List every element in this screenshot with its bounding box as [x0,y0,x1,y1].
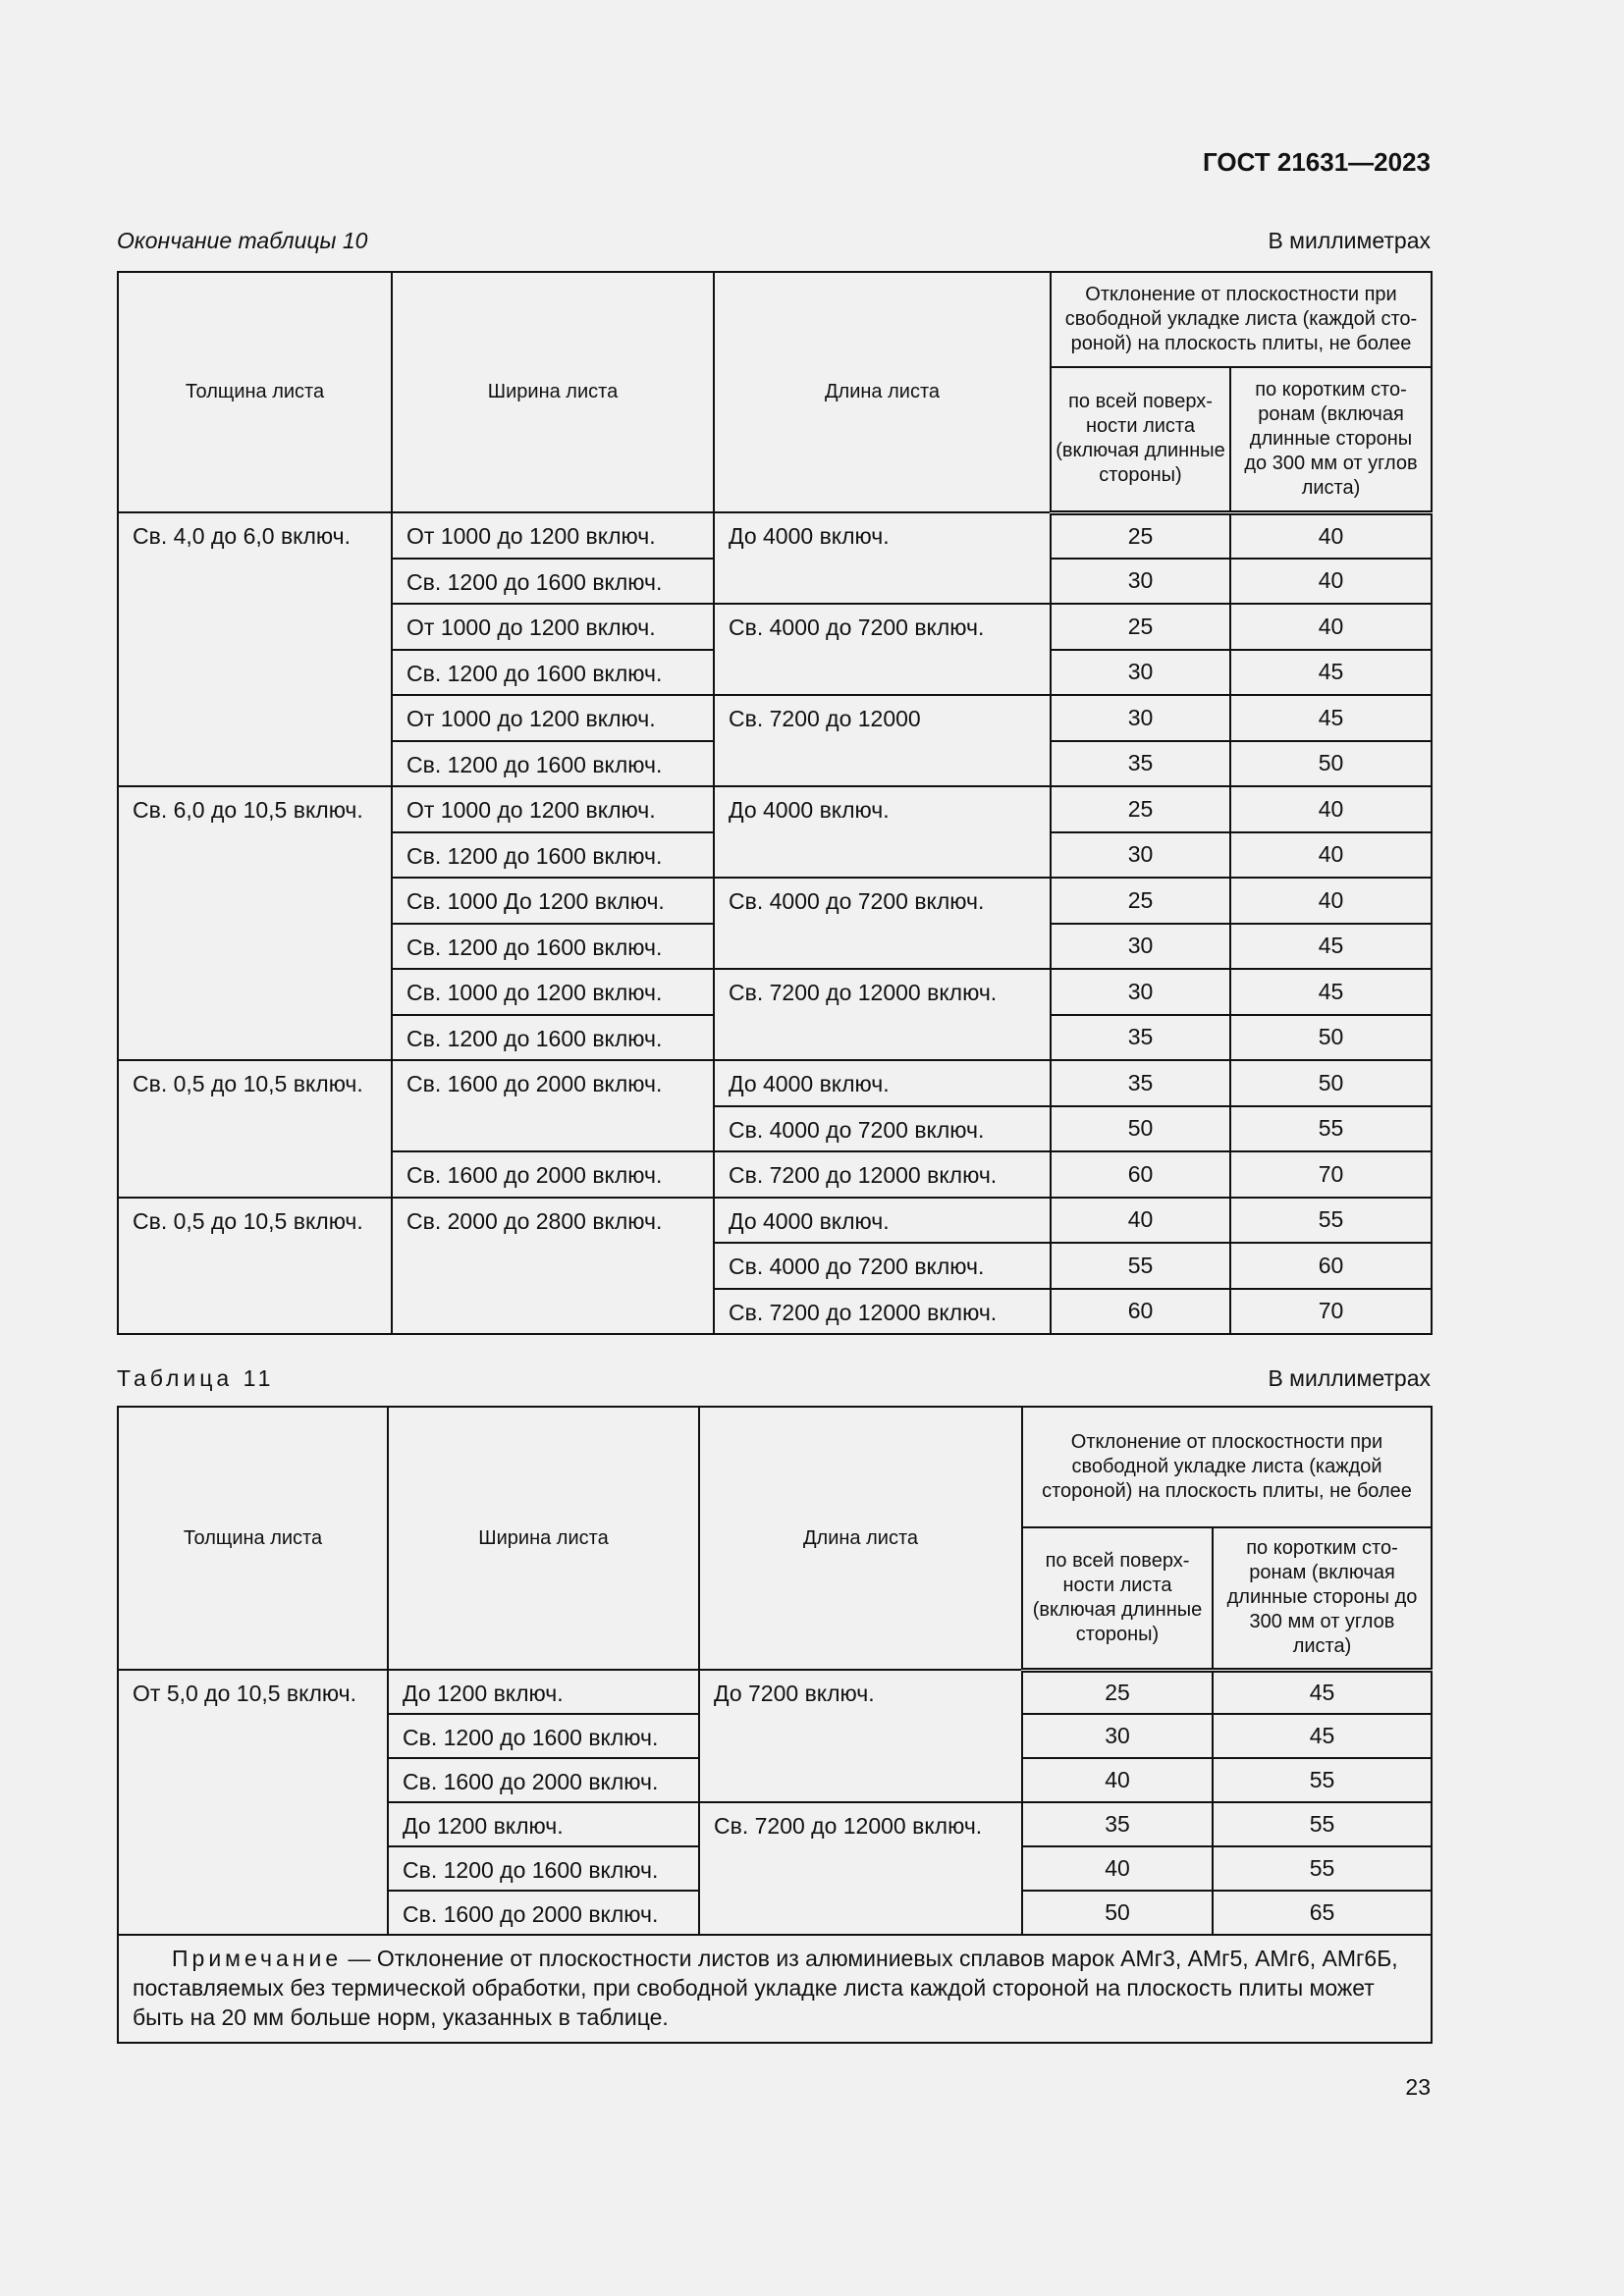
length-cell: Св. 7200 до 12000 включ. [714,969,1051,1060]
short-sides-value: 45 [1213,1670,1432,1714]
short-sides-value: 45 [1230,650,1432,696]
short-sides-value: 40 [1230,878,1432,924]
col-header-short-sides: по коротким сторонам (включая длинные стороны до 300 мм от углов листа) [1213,1527,1432,1670]
whole-surface-value: 60 [1051,1151,1230,1198]
whole-surface-value: 40 [1022,1758,1213,1802]
width-cell: Св. 1200 до 1600 включ. [392,559,714,605]
col-header-length: Длина листа [699,1407,1022,1670]
short-sides-value: 50 [1230,1060,1432,1106]
short-sides-value: 55 [1230,1198,1432,1244]
short-sides-value: 40 [1230,832,1432,879]
short-sides-value: 65 [1213,1891,1432,1935]
whole-surface-value: 35 [1051,1015,1230,1061]
short-sides-value: 45 [1230,924,1432,970]
width-cell: Св. 1600 до 2000 включ. [392,1151,714,1198]
col-header-short-sides: по коротким сторонам (включая длинные стороны до 300 мм от углов листа) [1230,367,1432,512]
short-sides-value: 55 [1213,1758,1432,1802]
short-sides-value: 40 [1230,786,1432,832]
col-header-whole-surface: по всей поверхности листа (включая длинные стороны) [1022,1527,1213,1670]
short-sides-value: 55 [1213,1802,1432,1846]
note-text: — Отклонение от плоскостности листов из алюминиевых сплавов марок АМг3, АМг5, АМг6, АМг6Б, поставляемых без термической обработки, при свободной укладке листа каждой стороной на плоскость плиты может быть на 20 мм больше норм, указанных в таблице. [133,1946,1398,2030]
thickness-cell: Св. 0,5 до 10,5 включ. [118,1060,392,1198]
width-cell: Св. 1200 до 1600 включ. [388,1714,699,1758]
width-cell: Св. 1000 до 1200 включ. [392,969,714,1015]
table11-units: В миллиметрах [1268,1365,1431,1391]
width-cell: До 1200 включ. [388,1670,699,1714]
width-cell: До 1200 включ. [388,1802,699,1846]
col-header-deviation: Отклонение от плоскостности при свободной укладке листа (каждой стороной) на плоскость плиты, не более [1022,1407,1432,1527]
width-cell: Св. 1200 до 1600 включ. [388,1846,699,1891]
length-cell: Св. 7200 до 12000 [714,695,1051,786]
width-cell: Св. 1600 до 2000 включ. [392,1060,714,1151]
width-cell: Св. 1600 до 2000 включ. [388,1758,699,1802]
length-cell: Св. 7200 до 12000 включ. [714,1289,1051,1335]
whole-surface-value: 30 [1051,924,1230,970]
width-cell: От 1000 до 1200 включ. [392,695,714,741]
short-sides-value: 45 [1213,1714,1432,1758]
thickness-cell: Св. 6,0 до 10,5 включ. [118,786,392,1060]
short-sides-value: 40 [1230,512,1432,559]
thickness-cell: Св. 4,0 до 6,0 включ. [118,512,392,786]
short-sides-value: 55 [1213,1846,1432,1891]
table-10 [117,271,1433,1335]
whole-surface-value: 50 [1022,1891,1213,1935]
col-header-whole-surface: по всей поверхности листа (включая длинные стороны) [1051,367,1230,512]
whole-surface-value: 60 [1051,1289,1230,1335]
length-cell: Св. 4000 до 7200 включ. [714,1106,1051,1152]
standard-code: ГОСТ 21631—2023 [1203,147,1431,177]
short-sides-value: 70 [1230,1151,1432,1198]
length-cell: Св. 4000 до 7200 включ. [714,878,1051,969]
whole-surface-value: 30 [1051,969,1230,1015]
whole-surface-value: 30 [1051,559,1230,605]
length-cell: Св. 4000 до 7200 включ. [714,1243,1051,1289]
whole-surface-value: 25 [1051,604,1230,650]
short-sides-value: 55 [1230,1106,1432,1152]
whole-surface-value: 25 [1022,1670,1213,1714]
whole-surface-value: 35 [1022,1802,1213,1846]
whole-surface-value: 25 [1051,878,1230,924]
whole-surface-value: 35 [1051,1060,1230,1106]
width-cell: Св. 2000 до 2800 включ. [392,1198,714,1335]
whole-surface-value: 25 [1051,512,1230,559]
short-sides-value: 40 [1230,604,1432,650]
short-sides-value: 60 [1230,1243,1432,1289]
width-cell: Св. 1200 до 1600 включ. [392,924,714,970]
col-header-deviation: Отклонение от плоскостности при свободной укладке листа (каждой стороной) на плоскость плиты, не более [1051,272,1432,367]
length-cell: Св. 7200 до 12000 включ. [714,1151,1051,1198]
whole-surface-value: 30 [1022,1714,1213,1758]
whole-surface-value: 40 [1051,1198,1230,1244]
col-header-length: Длина листа [714,272,1051,512]
col-header-width: Ширина листа [392,272,714,512]
length-cell: Св. 4000 до 7200 включ. [714,604,1051,695]
whole-surface-value: 50 [1051,1106,1230,1152]
whole-surface-value: 30 [1051,832,1230,879]
length-cell: До 4000 включ. [714,1198,1051,1244]
width-cell: Св. 1200 до 1600 включ. [392,832,714,879]
length-cell: До 4000 включ. [714,786,1051,878]
col-header-width: Ширина листа [388,1407,699,1670]
thickness-cell: От 5,0 до 10,5 включ. [118,1670,388,1935]
note-label: Примечание [172,1946,343,1971]
width-cell: Св. 1200 до 1600 включ. [392,1015,714,1061]
short-sides-value: 45 [1230,969,1432,1015]
page-number: 23 [1405,2074,1431,2100]
width-cell: Св. 1200 до 1600 включ. [392,650,714,696]
width-cell: Св. 1600 до 2000 включ. [388,1891,699,1935]
table-11 [117,1406,1433,2044]
thickness-cell: Св. 0,5 до 10,5 включ. [118,1198,392,1335]
whole-surface-value: 25 [1051,786,1230,832]
length-cell: До 4000 включ. [714,1060,1051,1106]
short-sides-value: 50 [1230,1015,1432,1061]
table10-caption: Окончание таблицы 10 [117,228,368,253]
whole-surface-value: 40 [1022,1846,1213,1891]
length-cell: До 7200 включ. [699,1670,1022,1802]
whole-surface-value: 30 [1051,695,1230,741]
short-sides-value: 45 [1230,695,1432,741]
short-sides-value: 70 [1230,1289,1432,1335]
col-header-thickness: Толщина листа [118,272,392,512]
whole-surface-value: 30 [1051,650,1230,696]
short-sides-value: 40 [1230,559,1432,605]
width-cell: От 1000 до 1200 включ. [392,604,714,650]
width-cell: Св. 1200 до 1600 включ. [392,741,714,787]
length-cell: До 4000 включ. [714,512,1051,604]
table11-caption: Таблица 11 [117,1365,275,1391]
short-sides-value: 50 [1230,741,1432,787]
whole-surface-value: 35 [1051,741,1230,787]
whole-surface-value: 55 [1051,1243,1230,1289]
width-cell: От 1000 до 1200 включ. [392,786,714,832]
width-cell: От 1000 до 1200 включ. [392,512,714,559]
table-note [118,1935,1432,2043]
col-header-thickness: Толщина листа [118,1407,388,1670]
table10-units: В миллиметрах [1268,228,1431,253]
width-cell: Св. 1000 До 1200 включ. [392,878,714,924]
length-cell: Св. 7200 до 12000 включ. [699,1802,1022,1935]
